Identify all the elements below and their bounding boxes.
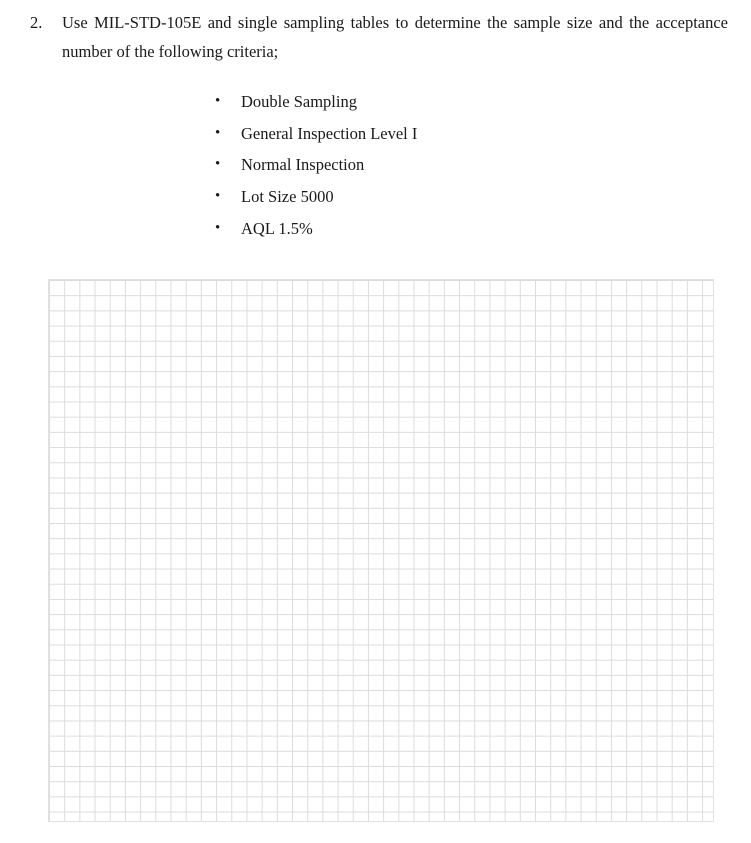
criteria-item-double-sampling (213, 86, 417, 118)
question-number: 2. (30, 13, 43, 32)
criteria-item-label: AQL 1.5% (241, 218, 313, 238)
criteria-list (213, 86, 417, 244)
question-text: Use MIL-STD-105E and single sampling tables to determine the sample size and the acceptance number of the following criteria; (62, 13, 728, 61)
criteria-item-normal-inspection (213, 149, 417, 181)
bullet-icon: • (215, 219, 221, 236)
criteria-item-label: Normal Inspection (241, 155, 365, 175)
bullet-icon: • (215, 93, 221, 109)
bullet-icon: • (215, 124, 221, 141)
bullet-icon: • (215, 188, 221, 205)
answer-grid-area[interactable] (48, 279, 714, 822)
criteria-item-lot-size (213, 181, 417, 213)
bullet-icon: • (215, 156, 221, 173)
criteria-item-label: General Inspection Level I (241, 123, 418, 143)
criteria-item-inspection-level (213, 118, 417, 150)
criteria-item-label: Lot Size 5000 (241, 187, 334, 207)
criteria-item-label: Double Sampling (241, 92, 357, 111)
criteria-item-aql (213, 213, 417, 245)
